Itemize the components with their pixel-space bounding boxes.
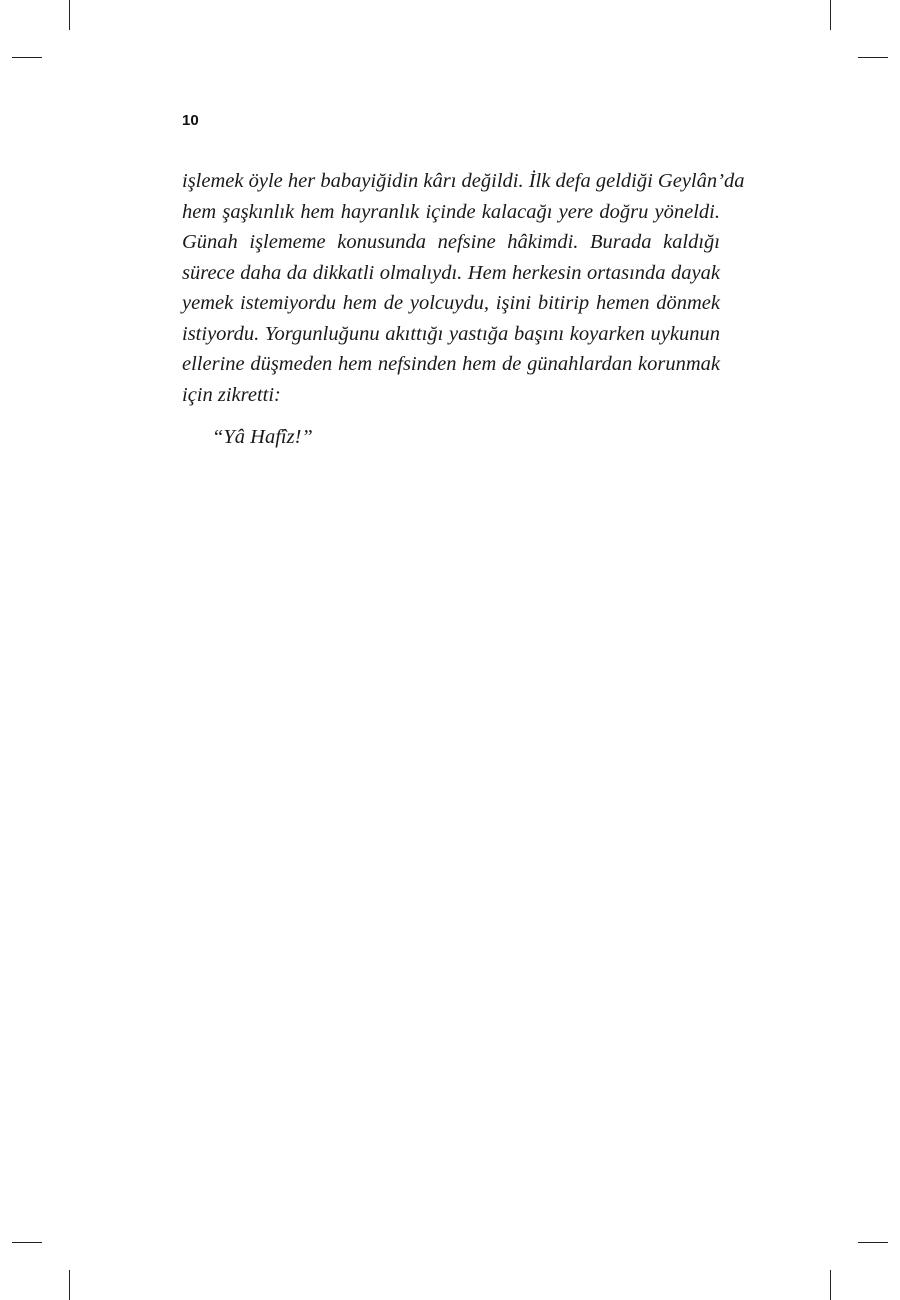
crop-mark-right-lower: [858, 1242, 888, 1243]
paragraph-line: işlemek öyle her babayiğidin kârı değildi. İlk defa geldiği Geylân’da: [182, 170, 745, 192]
crop-mark-bottom-left: [69, 1270, 70, 1300]
paragraph-line: yemek istemiyordu hem de yolcuydu, işini bitirip hemen dönmek: [182, 292, 720, 314]
paragraph-line: için zikretti:: [182, 383, 281, 406]
crop-mark-left-lower: [12, 1242, 42, 1243]
body-paragraph: [182, 166, 745, 410]
paragraph-line: istiyordu. Yorgunluğunu akıttığı yastığa başını koyarken uykunun: [182, 322, 720, 345]
page-number: 10: [182, 112, 199, 129]
paragraph-line: hem şaşkınlık hem hayranlık içinde kalacağı yere doğru yöneldi.: [182, 200, 720, 223]
crop-mark-top-right: [830, 0, 831, 30]
crop-mark-left-upper: [12, 57, 42, 58]
quote-line: “Yâ Hafîz!”: [212, 426, 313, 448]
crop-mark-bottom-right: [830, 1270, 831, 1300]
crop-mark-right-upper: [858, 57, 888, 58]
paragraph-line: ellerine düşmeden hem nefsinden hem de günahlardan korunmak: [182, 353, 720, 375]
paragraph-line: Günah işlememe konusunda nefsine hâkimdi. Burada kaldığı: [182, 231, 720, 253]
paragraph-line: sürece daha da dikkatli olmalıydı. Hem herkesin ortasında dayak: [182, 261, 720, 284]
crop-mark-top-left: [69, 0, 70, 30]
